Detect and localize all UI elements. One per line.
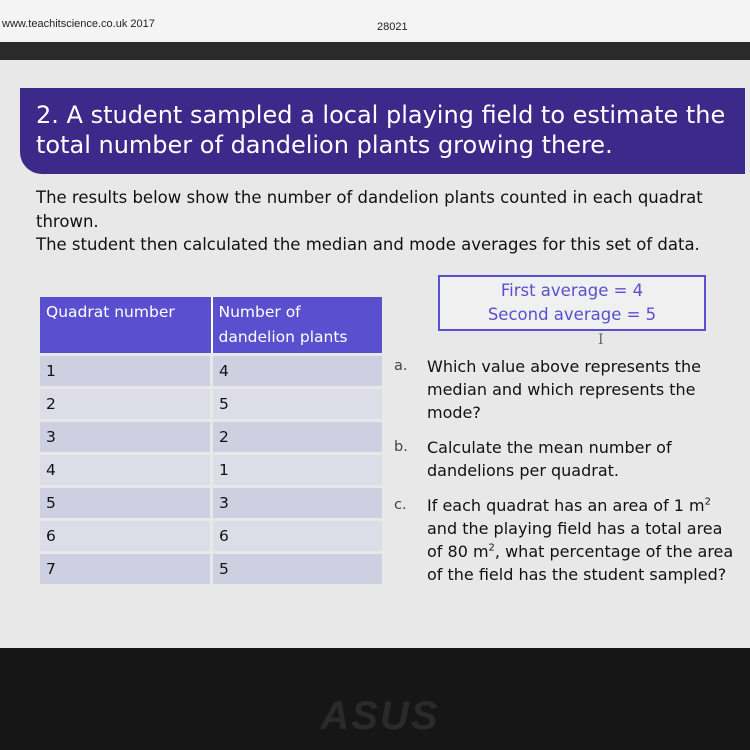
question-text: Which value above represents the median and which represents the mode? [427,357,701,422]
intro-line-1: The results below show the number of dandelion plants counted in each quadrat thrown. [36,188,703,231]
superscript-squared: 2 [704,496,712,508]
resource-code: 28021 [377,21,408,33]
question-text: Calculate the mean number of dandelions per quadrat. [427,438,672,480]
count-cell: 5 [212,388,383,421]
quadrat-cell: 5 [40,487,212,520]
intro-text [36,186,716,257]
table-row [40,388,382,421]
quadrat-cell: 7 [40,553,212,585]
first-average: First average = 4 [500,281,644,300]
quadrat-cell: 6 [40,520,212,553]
table-row [40,520,382,553]
question-title: 2. A student sampled a local playing field to estimate the total number of dandelion plants growing there. [36,101,726,159]
question-text-part-2: and the playing field has a total area of 80 m [427,519,723,561]
header-divider [0,42,750,60]
title-band [20,88,745,174]
question-c [394,494,739,586]
question-letter: a. [394,358,408,374]
text-cursor-icon: I [598,332,604,348]
question-text-part-1: If each quadrat has an area of 1 m [427,496,705,515]
results-table [40,297,382,584]
count-cell: 1 [212,454,383,487]
site-url: www.teachitscience.co.uk 2017 [2,18,155,30]
table-row [40,355,382,388]
question-list [394,355,739,598]
question-text-part-3: , what percentage of the area of the field has the student sampled? [427,542,734,584]
count-cell: 2 [212,421,383,454]
superscript-squared: 2 [488,542,495,554]
monitor-bezel [0,648,750,750]
table-row [40,421,382,454]
second-average: Second average = 5 [487,305,657,324]
question-letter: c. [394,497,407,513]
quadrat-cell: 1 [40,355,212,388]
table-row [40,487,382,520]
quadrat-cell: 4 [40,454,212,487]
quadrat-cell: 3 [40,421,212,454]
slide-header-bar [0,0,750,42]
quadrat-cell: 2 [40,388,212,421]
count-cell: 3 [212,487,383,520]
slide [0,60,750,648]
question-b [394,436,739,482]
count-cell: 6 [212,520,383,553]
brand-logo: ASUS [320,694,440,738]
header-dandelion-count: Number of dandelion plants [212,297,383,355]
intro-line-2: The student then calculated the median and mode averages for this set of data. [36,235,700,254]
question-a [394,355,739,424]
count-cell: 4 [212,355,383,388]
averages-box [438,275,706,331]
count-cell: 5 [212,553,383,585]
header-quadrat-number: Quadrat number [40,297,212,355]
question-letter: b. [394,439,408,455]
table-row [40,454,382,487]
table-row [40,553,382,585]
